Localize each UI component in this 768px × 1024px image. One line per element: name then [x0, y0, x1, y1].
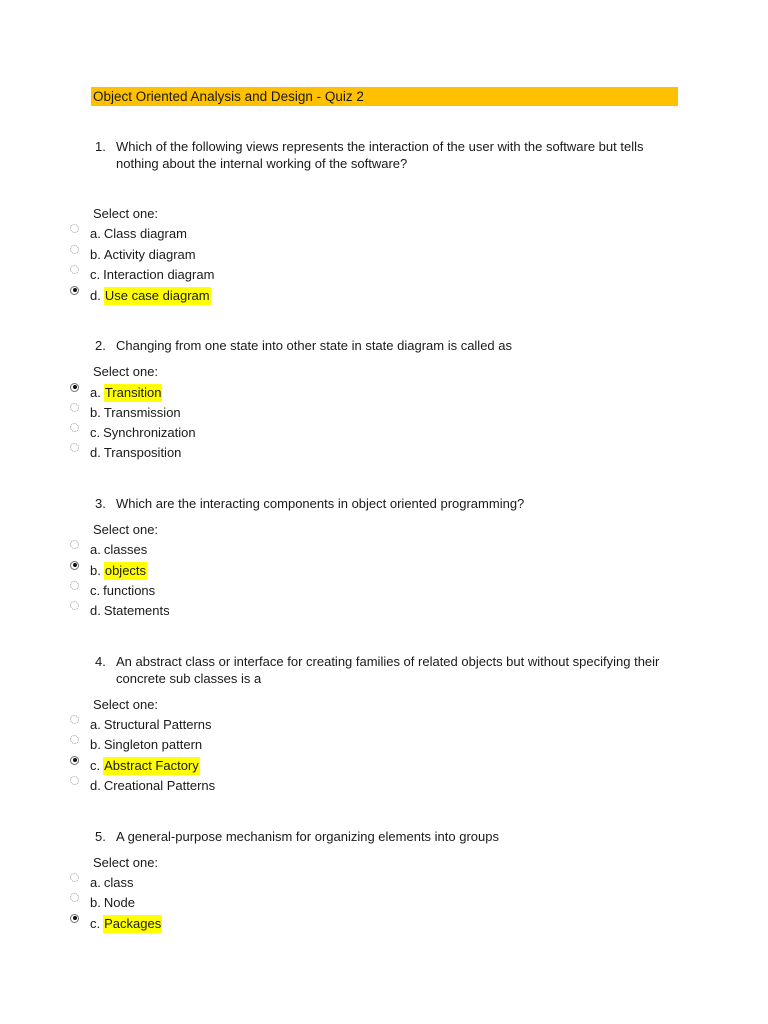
option-a[interactable]	[70, 225, 187, 243]
option-text: Class diagram	[103, 226, 187, 241]
option-c[interactable]	[70, 757, 200, 775]
radio-unchecked-icon[interactable]	[70, 403, 79, 412]
radio-unchecked-icon[interactable]	[70, 893, 79, 902]
option-a[interactable]	[70, 541, 147, 559]
option-text-highlighted: Use case diagram	[104, 288, 210, 303]
option-text-highlighted: Packages	[104, 916, 162, 931]
option-letter: c.	[90, 758, 101, 773]
radio-checked-icon[interactable]	[70, 383, 79, 392]
option-b[interactable]	[70, 404, 181, 422]
option-text: Singleton pattern	[103, 737, 203, 752]
option-c[interactable]	[70, 424, 196, 442]
option-text: functions	[103, 583, 156, 598]
option-letter: a.	[90, 875, 101, 890]
radio-checked-icon[interactable]	[70, 756, 79, 765]
option-a[interactable]	[70, 874, 133, 892]
option-text: class	[103, 875, 134, 890]
radio-unchecked-icon[interactable]	[70, 581, 79, 590]
radio-unchecked-icon[interactable]	[70, 540, 79, 549]
option-text: classes	[103, 542, 148, 557]
radio-unchecked-icon[interactable]	[70, 776, 79, 785]
option-letter: d.	[90, 778, 101, 793]
option-b[interactable]	[70, 894, 135, 912]
option-letter: b.	[90, 737, 101, 752]
question-number: 1.	[95, 139, 106, 154]
quiz-title: Object Oriented Analysis and Design - Quiz 2	[91, 87, 678, 106]
select-one-label: Select one:	[93, 364, 159, 379]
option-letter: c.	[90, 583, 101, 598]
radio-unchecked-icon[interactable]	[70, 423, 79, 432]
option-text: Creational Patterns	[103, 778, 216, 793]
question-body: Which are the interacting components in object oriented programming?	[116, 496, 525, 511]
option-letter: b.	[90, 405, 101, 420]
question-number: 2.	[95, 338, 106, 353]
option-text: Structural Patterns	[103, 717, 212, 732]
question-number: 3.	[95, 496, 106, 511]
radio-unchecked-icon[interactable]	[70, 443, 79, 452]
select-one-label: Select one:	[93, 697, 159, 712]
option-letter: d.	[90, 288, 101, 303]
option-text: Transposition	[103, 445, 182, 460]
radio-unchecked-icon[interactable]	[70, 715, 79, 724]
option-d[interactable]	[70, 444, 181, 462]
option-letter: b.	[90, 247, 101, 262]
option-letter: c.	[90, 425, 101, 440]
option-text-highlighted: objects	[104, 563, 147, 578]
radio-checked-icon[interactable]	[70, 561, 79, 570]
question-body: Changing from one state into other state in state diagram is called as	[116, 338, 512, 353]
select-one-label: Select one:	[93, 206, 159, 221]
question-text	[95, 138, 685, 172]
option-letter: a.	[90, 385, 101, 400]
option-d[interactable]	[70, 287, 211, 305]
option-a[interactable]	[70, 384, 162, 402]
option-c[interactable]	[70, 266, 214, 284]
option-text: Synchronization	[103, 425, 196, 440]
option-letter: c.	[90, 267, 101, 282]
question-text	[95, 495, 685, 512]
option-text-highlighted: Transition	[104, 385, 162, 400]
option-b[interactable]	[70, 246, 196, 264]
radio-unchecked-icon[interactable]	[70, 245, 79, 254]
question-body: An abstract class or interface for creating families of related objects but without specifying their concrete sub classes is a	[116, 654, 660, 686]
option-text-highlighted: Abstract Factory	[104, 758, 199, 773]
option-letter: d.	[90, 603, 101, 618]
question-text	[95, 828, 685, 845]
radio-checked-icon[interactable]	[70, 286, 79, 295]
select-one-label: Select one:	[93, 522, 159, 537]
question-body: A general-purpose mechanism for organizing elements into groups	[116, 829, 499, 844]
question-number: 5.	[95, 829, 106, 844]
question-text	[95, 337, 685, 354]
option-a[interactable]	[70, 716, 212, 734]
radio-unchecked-icon[interactable]	[70, 873, 79, 882]
option-letter: a.	[90, 226, 101, 241]
option-d[interactable]	[70, 602, 170, 620]
option-letter: b.	[90, 895, 101, 910]
option-text: Activity diagram	[103, 247, 196, 262]
option-text: Transmission	[103, 405, 181, 420]
question-text	[95, 653, 685, 687]
option-text: Node	[103, 895, 135, 910]
radio-unchecked-icon[interactable]	[70, 735, 79, 744]
option-letter: a.	[90, 542, 101, 557]
option-text: Interaction diagram	[103, 267, 215, 282]
option-b[interactable]	[70, 562, 147, 580]
option-letter: b.	[90, 563, 101, 578]
radio-unchecked-icon[interactable]	[70, 601, 79, 610]
option-text: Statements	[103, 603, 170, 618]
radio-unchecked-icon[interactable]	[70, 224, 79, 233]
question-number: 4.	[95, 654, 106, 669]
option-letter: c.	[90, 916, 101, 931]
option-c[interactable]	[70, 915, 162, 933]
option-b[interactable]	[70, 736, 202, 754]
option-d[interactable]	[70, 777, 215, 795]
option-letter: d.	[90, 445, 101, 460]
option-letter: a.	[90, 717, 101, 732]
option-c[interactable]	[70, 582, 155, 600]
radio-checked-icon[interactable]	[70, 914, 79, 923]
question-body: Which of the following views represents the interaction of the user with the software but tells nothing about the internal working of the software?	[116, 139, 644, 171]
select-one-label: Select one:	[93, 855, 159, 870]
radio-unchecked-icon[interactable]	[70, 265, 79, 274]
